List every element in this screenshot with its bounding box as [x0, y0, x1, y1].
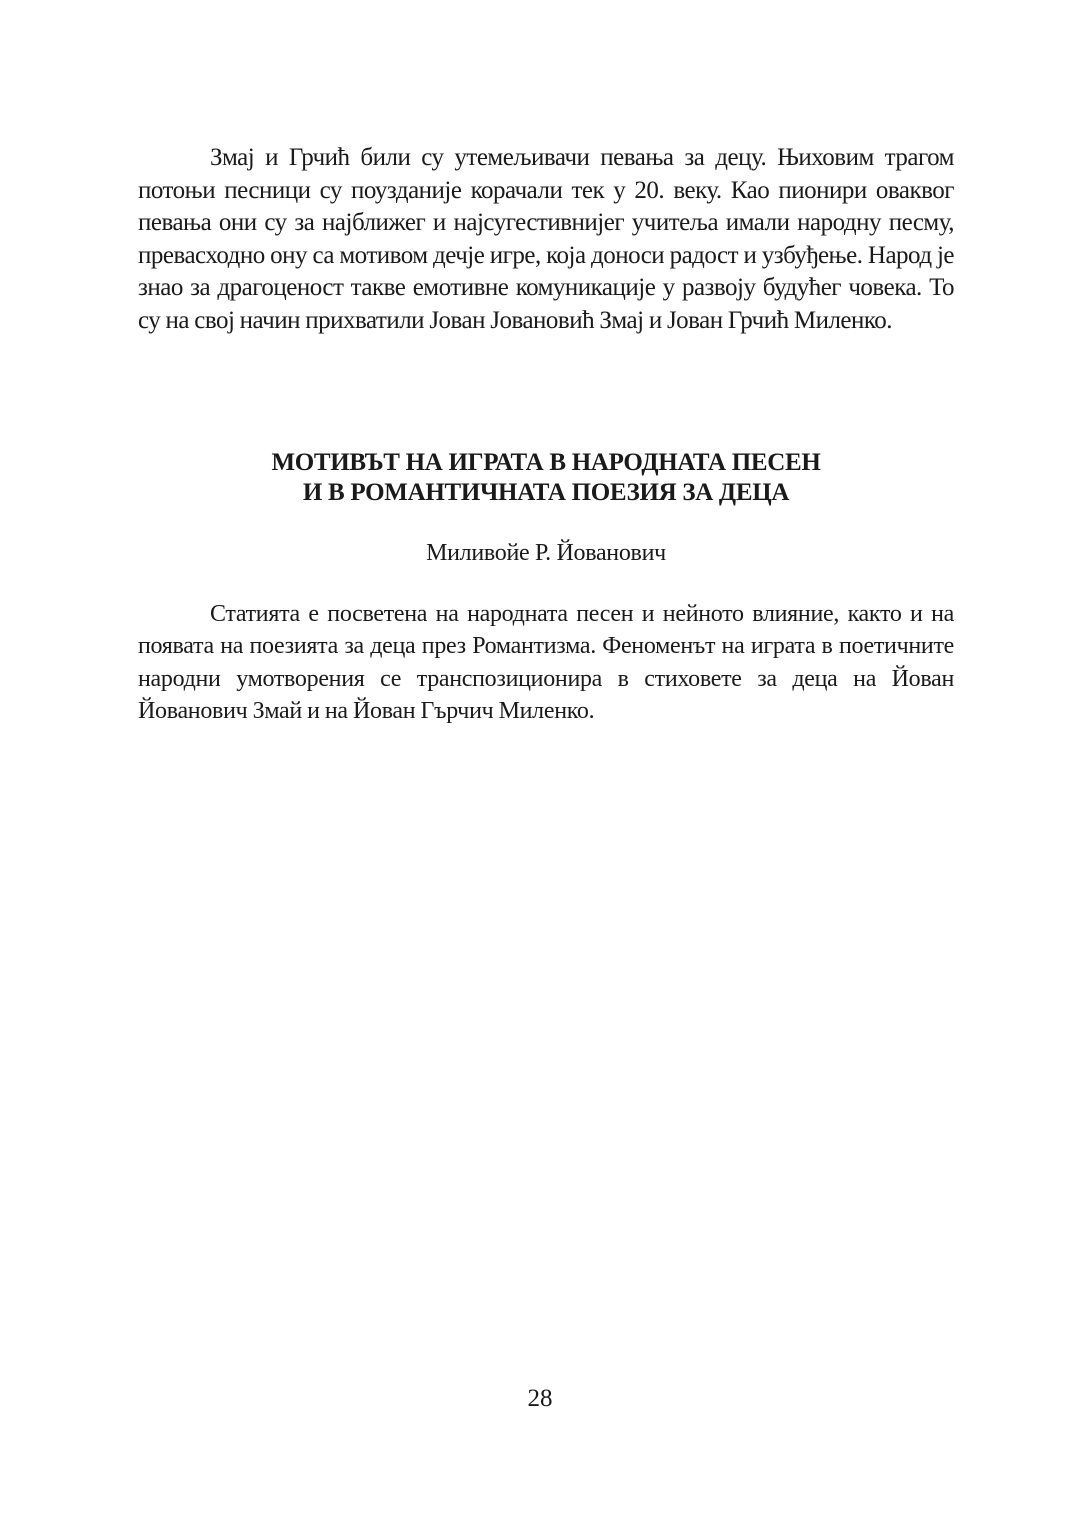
article-title-line-1: МОТИВЪТ НА ИГРАТА В НАРОДНАТА ПЕСЕН	[271, 449, 821, 476]
article-title-line-2: И В РОМАНТИЧНАТА ПОЕЗИЯ ЗА ДЕЦА	[302, 479, 790, 506]
abstract-paragraph: Статията е посветена на народната песен и нейното влияние, както и на появата на поезията за деца през Романтизма. Феноменът на играта в поетичните народни умотворения се транспозиционира в стиховете за деца на Йован Йованович Змай и на Йован Гърчич Миленко.	[138, 601, 954, 724]
article-author: Миливойе Р. Йованович	[426, 540, 666, 566]
intro-paragraph: Змај и Грчић били су утемељивачи певања за децу. Њиховим трагом потоњи песници су поузданије корачали тек у 20. веку. Као пионири оваквог певања они су за најближег и најсугестивнијег учитеља имали народну песму, превасходно ону са мотивом дечје игре, која доноси радост и узбуђење. Народ је знао за драгоценост такве емотивне комуникације у развоју будућег човека. То су на свој начин прихватили Јован Јовановић Змај и Јован Грчић Миленко.	[138, 144, 954, 334]
page-number: 28	[527, 1385, 553, 1412]
